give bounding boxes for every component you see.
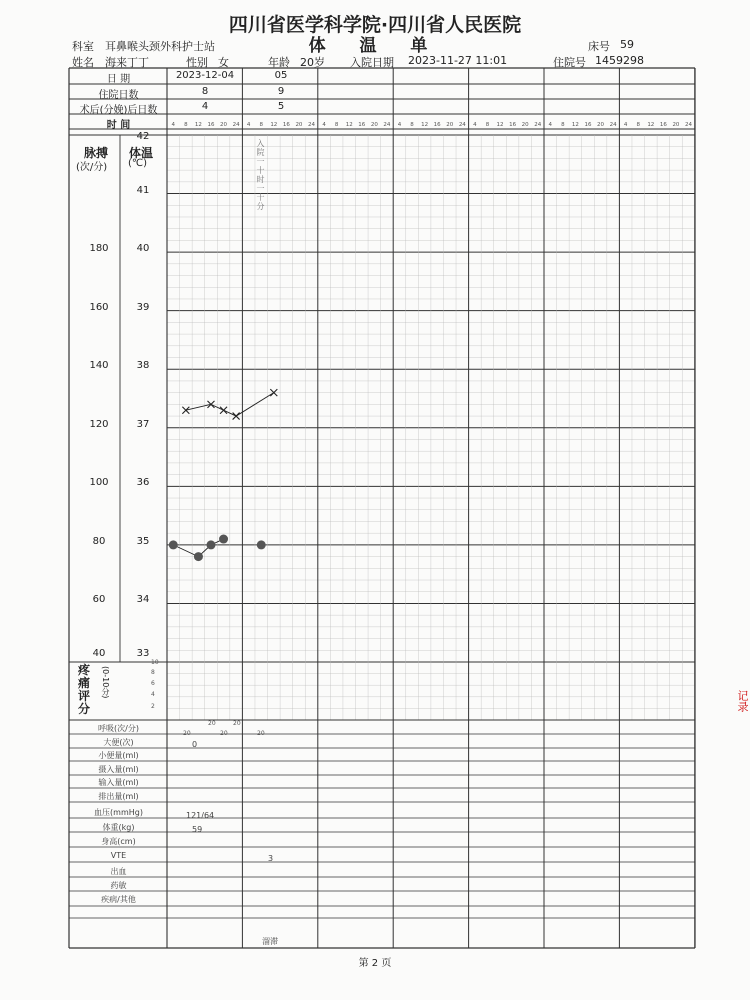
hospital-day-cell: 9 [277,86,285,97]
date-cell: 2023-12-04 [175,70,235,81]
hour-label: 24 [232,122,240,128]
hour-label: 8 [485,122,490,128]
sex-value: 女 [218,56,229,69]
temp-tick: 39 [136,302,150,313]
hour-label: 8 [636,122,640,128]
resp-value: 20 [233,720,241,727]
hour-label: 8 [259,122,263,128]
temp-point [257,540,266,549]
hour-label: 24 [609,122,617,128]
bottom-row-label: 呼吸(次/分) [98,724,139,733]
dept-label: 科室 [72,40,94,53]
resp-value: 20 [183,730,191,737]
hour-label: 24 [308,122,316,128]
hour-label: 4 [397,122,402,128]
hour-label: 8 [334,122,339,128]
temp-tick: 36 [136,477,150,488]
weight-value: 59 [192,825,203,834]
pulse-tick: 60 [92,594,106,605]
bottom-row-label: 血压(mmHg) [94,808,143,817]
stool-value: 0 [192,740,198,749]
inpatient-no: 1459298 [595,54,644,67]
hour-label: 8 [561,122,565,128]
days-row-label: 住院日数 [98,90,139,101]
date-row-label: 日 期 [106,74,131,85]
pain-tick: 10 [151,659,159,666]
hour-label: 20 [295,122,303,128]
pulse-tick: 40 [92,648,106,659]
inpatient-label: 住院号 [553,56,586,69]
page-number: 第 2 页 [358,958,392,969]
hour-label: 24 [458,122,466,128]
resp-value: 20 [220,730,228,737]
hour-label: 24 [534,122,542,128]
dept-value: 耳鼻喉头颈外科护士站 [105,40,215,53]
age-label: 年龄 [268,56,290,69]
bottom-row-label: VTE [110,851,127,860]
temp-tick: 38 [136,360,150,371]
age-value: 20岁 [300,56,325,69]
temp-tick: 40 [136,243,150,254]
hour-label: 16 [207,122,215,128]
bottom-row-label: 出血 [110,867,127,876]
bed-label: 床号 [588,40,610,53]
bottom-row-label: 输入量(ml) [98,778,139,787]
postop-day-cell: 4 [201,101,209,112]
pulse-point [220,407,227,414]
hour-label: 16 [282,122,290,128]
hour-label: 12 [421,122,429,128]
temp-axis-label: 体温 [129,146,154,160]
hospital-name: 四川省医学科学院·四川省人民医院 [228,14,522,36]
hour-label: 20 [370,122,378,128]
bottom-row-label: 大便(次) [103,738,134,747]
hour-label: 12 [496,122,504,128]
bed-value: 59 [620,38,634,51]
form-title: 体 温 单 [308,36,442,56]
hour-label: 16 [584,122,592,128]
resp-value: 20 [257,730,265,737]
temp-point [194,552,203,561]
postop-day-cell: 5 [277,101,285,112]
hour-label: 20 [597,122,605,128]
hour-label: 4 [473,122,477,128]
pulse-axis-label: 脉搏 [84,146,109,160]
postop-row-label: 术后(分娩)后日数 [79,105,158,116]
name-label: 姓名 [72,56,94,69]
pain-tick: 6 [151,680,155,687]
pulse-axis-unit: (次/分) [76,162,108,173]
pain-tick: 4 [151,691,155,698]
temp-tick: 35 [136,536,150,547]
bottom-row-label: 小便量(ml) [98,751,139,760]
pulse-segment [186,404,211,410]
bottom-row-label: 摄入量(ml) [98,765,139,774]
bottom-note: 溜滞 [262,937,278,946]
pulse-tick: 80 [92,536,106,547]
hour-label: 16 [659,122,667,128]
bottom-row-label: 排出量(ml) [98,792,139,801]
bottom-row-label: 体重(kg) [102,823,135,832]
hour-label: 20 [446,122,454,128]
resp-value: 20 [208,720,216,727]
hour-label: 12 [270,122,278,128]
hour-label: 12 [647,122,655,128]
hour-label: 12 [345,122,353,128]
admit-date: 2023-11-27 11:01 [408,54,508,67]
pulse-tick: 140 [89,360,109,371]
hour-label: 16 [433,122,441,128]
sex-label: 性别 [186,56,208,69]
hour-label: 24 [383,122,391,128]
pain-tick: 2 [151,703,155,710]
temp-tick: 42 [136,131,150,142]
hour-label: 20 [220,122,228,128]
temp-point [206,540,215,549]
hour-label: 16 [509,122,517,128]
pulse-tick: 160 [89,302,109,313]
hour-label: 20 [521,122,529,128]
name-value: 海来丁丁 [105,56,149,69]
pulse-tick: 100 [89,477,109,488]
pain-score-label: 疼痛评分 [78,663,91,716]
temp-tick: 37 [136,419,150,430]
pulse-tick: 180 [89,243,109,254]
temp-tick: 41 [136,185,150,196]
temp-point [169,540,178,549]
hour-label: 4 [623,122,628,128]
hospital-day-cell: 8 [201,86,209,97]
temp-tick: 34 [136,594,150,605]
pain-score-unit: (0-10分) [101,666,110,699]
hour-label: 12 [194,122,202,128]
hour-label: 24 [685,122,693,128]
bottom-row-label: 药敏 [110,881,127,890]
bp-value: 121/64 [186,811,215,820]
pulse-point [182,407,189,414]
hour-label: 4 [322,122,326,128]
hour-label: 8 [410,122,414,128]
hour-label: 4 [246,122,251,128]
hour-label: 20 [672,122,680,128]
temp-tick: 33 [136,648,150,659]
bottom-row-label: 疾病/其他 [101,895,136,904]
admission-annotation: 入院一十时一十分 [256,139,265,211]
temp-axis-unit: (℃) [128,158,148,169]
pain-tick: 8 [151,669,155,676]
hour-label: 16 [358,122,366,128]
bottom-row-label: 身高(cm) [101,837,136,846]
pulse-tick: 120 [89,419,109,430]
margin-mark: 记录 [736,690,749,712]
time-row-label: 时 间 [106,120,131,131]
hour-label: 12 [571,122,579,128]
hour-label: 4 [548,122,553,128]
date-cell: 05 [274,70,288,81]
hour-label: 4 [171,122,176,128]
vte-value: 3 [268,854,274,863]
admit-label: 入院日期 [350,56,394,69]
temp-point [219,535,228,544]
hour-label: 8 [184,122,188,128]
